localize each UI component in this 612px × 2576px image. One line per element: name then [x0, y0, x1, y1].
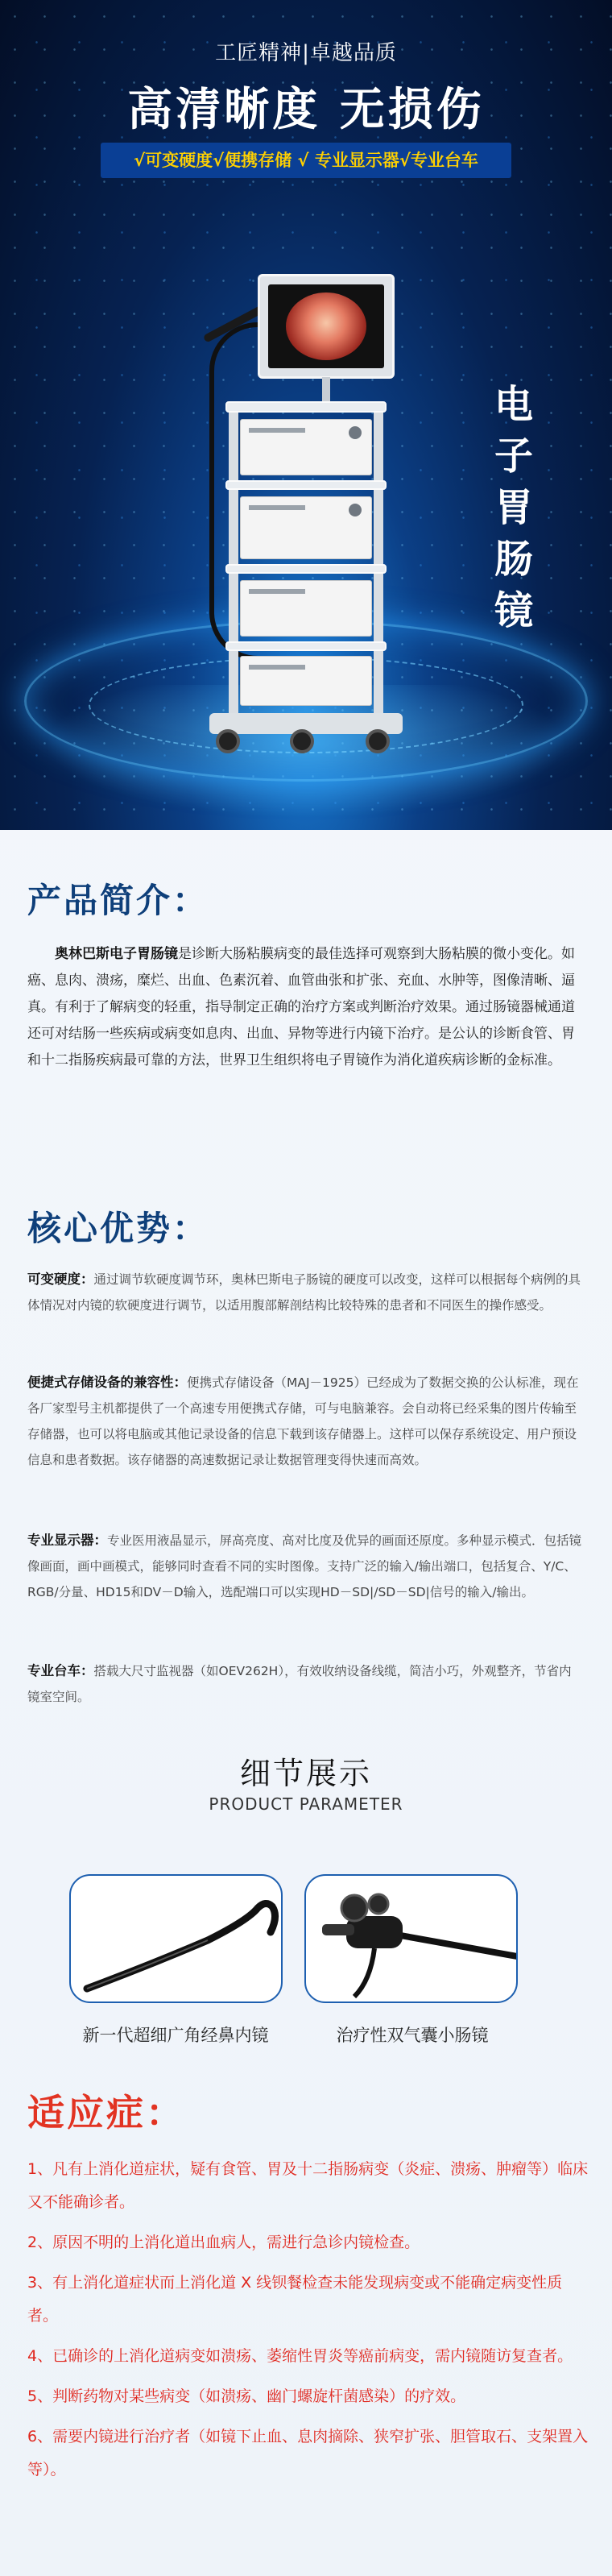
advantage-item: 可变硬度：通过调节软硬度调节环，奥林巴斯电子肠镜的硬度可以改变，这样可以根据每个病例的具体情况对内镜的软硬度进行调节，以适用腹部解剖结构比较特殊的患者和不同医生的操作感受。	[27, 1271, 581, 1313]
cart-shelf	[225, 564, 387, 574]
details-subtitle: PRODUCT PARAMETER	[209, 1794, 403, 1814]
endoscopic-view	[286, 292, 366, 360]
cart-shelf	[225, 480, 387, 490]
recorder-unit	[240, 580, 372, 637]
light-source-unit	[240, 496, 372, 559]
endoscope-cart-image	[193, 274, 403, 774]
hero-banner	[0, 0, 612, 830]
advantages-heading: 核心优势：	[27, 1209, 209, 1248]
nasal-endoscope-image	[69, 1874, 283, 2003]
cart-wheel	[366, 729, 390, 753]
intro-lead: 奥林巴斯电子胃肠镜	[55, 946, 178, 962]
advantage-item: 便捷式存储设备的兼容性：便携式存储设备（MAJ－1925）已经成为了数据交换的公认标准，现在各厂家型号主机都提供了一个高速专用便携式存储，可与电脑兼容。会自动将已经采集的图片传输至存储器，也可以将电脑或其他记录设备的信息下载到该存储器上。这样可以保存系统设定、用户预设信息和患者数据。该存储器的高速数据记录让数据管理变得快速而高效。	[27, 1375, 579, 1467]
indication-item: 5、判断药物对某些病变（如溃疡、幽门螺旋杆菌感染）的疗效。	[27, 2387, 466, 2405]
intro-body: 是诊断大肠粘膜病变的最佳选择可观察到大肠粘膜的微小变化。如癌、息肉、溃疡，糜烂、出血、色素沉着、血管曲张和扩张、充血、水肿等，图像清晰、逼真。有利于了解病变的轻重，指导制定正确的治疗方案或判断治疗效果。通过肠镜器械通道还可对结肠一些疾病或病变如息肉、出血、异物等进行内镜下治疗。是公认的诊断食管、胃和十二指肠疾病最可靠的方法，世界卫生组织将电子胃镜作为消化道疾病诊断的金标准。	[27, 946, 575, 1068]
indication-item: 3、有上消化道症状而上消化道 X 线钡餐检查未能发现病变或不能确定病变性质者。	[27, 2274, 563, 2325]
caption-nasal-endoscope: 新一代超细广角经鼻内镜	[82, 2026, 269, 2045]
indications-list	[27, 2153, 591, 2494]
cart-column-right	[374, 403, 383, 717]
caption-balloon-enteroscope: 治疗性双气囊小肠镜	[336, 2026, 489, 2045]
details-title: 细节展示	[239, 1756, 372, 1791]
cart-shelf	[225, 641, 387, 651]
advantage-item: 专业显示器：专业医用液晶显示，屏高亮度、高对比度及优异的画面还原度。多种显示模式．包括镜像画面，画中画模式，能够同时查看不同的实时图像。支持广泛的输入/输出端口，包括复合、Y/C、RGB/分量、HD15和DV－D输入，选配端口可以实现HD－SD|/SD－SD|信号的输入/输出。	[27, 1533, 582, 1599]
monitor-screen	[268, 284, 384, 368]
indication-item: 2、原因不明的上消化道出血病人，需进行急诊内镜检查。	[27, 2234, 420, 2251]
indications-heading: 适应症：	[27, 2091, 185, 2134]
indication-item: 4、已确诊的上消化道病变如溃疡、萎缩性胃炎等癌前病变，需内镜随访复查者。	[27, 2347, 573, 2365]
feature-tags: √可变硬度√便携存储 √ 专业显示器√专业台车	[101, 143, 511, 178]
cart-wheel	[216, 729, 240, 753]
pump-unit	[240, 656, 372, 706]
cart-column-left	[229, 403, 238, 717]
cart-wheel	[290, 729, 314, 753]
vertical-product-title: 电 子 胃 肠 镜	[494, 382, 533, 633]
cart-monitor	[258, 274, 395, 379]
indication-item: 6、需要内镜进行治疗者（如镜下止血、息肉摘除、狭窄扩张、胆管取石、支架置入等）。	[27, 2428, 589, 2479]
cart-shelf	[225, 401, 387, 413]
indication-item: 1、凡有上消化道症状，疑有食管、胃及十二指肠病变（炎症、溃疡、肿瘤等）临床又不能确诊者。	[27, 2160, 589, 2211]
monitor-pole	[322, 377, 330, 401]
hero-slogan: 工匠精神|卓越品质	[215, 41, 397, 65]
processor-unit	[240, 419, 372, 475]
intro-paragraph	[27, 941, 583, 1074]
advantage-item: 专业台车：搭载大尺寸监视器（如OEV262H），有效收纳设备线缆，简洁小巧，外观整齐，节省内镜室空间。	[27, 1663, 572, 1704]
balloon-enteroscope-image	[304, 1874, 518, 2003]
hero-headline: 高清晰度 无损伤	[127, 84, 485, 136]
intro-heading: 产品简介：	[27, 881, 209, 920]
